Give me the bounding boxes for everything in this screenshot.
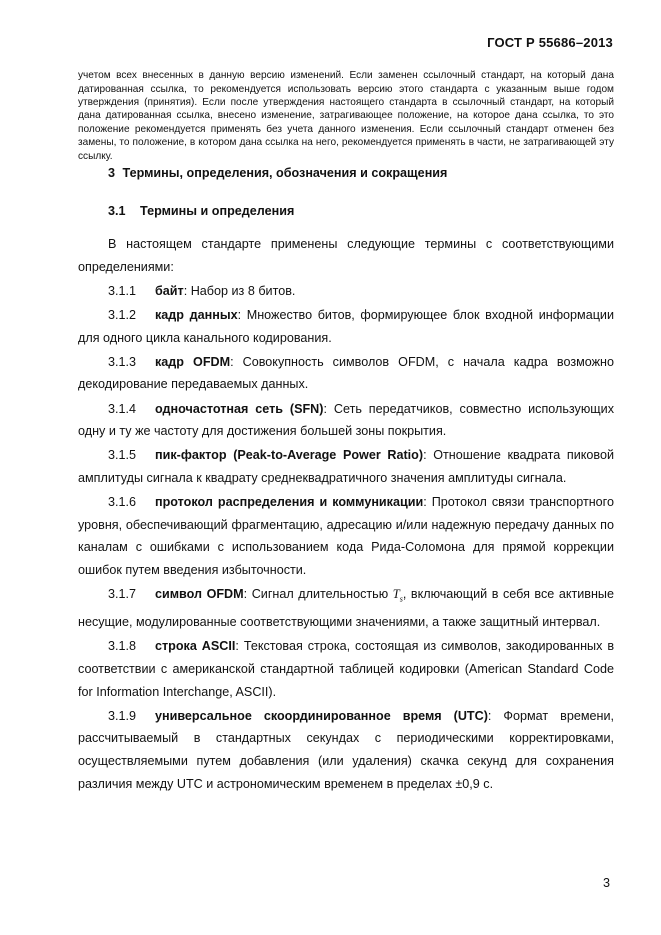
section-heading	[108, 166, 447, 180]
section-title: Термины, определения, обозначения и сокращения	[122, 166, 448, 180]
term-name: символ OFDM	[155, 587, 244, 602]
term-separator: :	[243, 587, 252, 602]
term-number: 3.1.8	[108, 639, 137, 654]
lead-paragraph: В настоящем стандарте применены следующие термины с соответствующими определениями:	[78, 237, 614, 274]
page-number: 3	[602, 876, 610, 890]
term-name: байт	[155, 283, 184, 298]
term-number: 3.1.6	[108, 495, 137, 510]
term-separator: :	[183, 283, 191, 298]
term-definition: Совокупность символов OFDM, с начала кадра возможно декодирование передаваемых данных.	[78, 354, 614, 392]
term-entry	[78, 351, 614, 396]
term-number: 3.1.2	[108, 307, 137, 322]
term-entry	[78, 444, 614, 489]
term-separator: :	[487, 708, 504, 723]
term-definition: Отношение квадрата пиковой амплитуды сигнала к квадрату среднеквадратичного значения амплитуды сигнала.	[78, 448, 614, 485]
term-definition: Текстовая строка, состоящая из символов, закодированных в соответствии с американской стандартной таблицей кодировки (American Standard Code for Information Interchange, ASCII).	[78, 639, 615, 699]
term-entry	[78, 491, 614, 581]
subsection-number: 3.1	[108, 204, 126, 218]
term-entry	[78, 304, 614, 349]
term-entry	[78, 705, 614, 795]
terms-body	[78, 233, 614, 795]
term-name: строка ASCII	[155, 639, 236, 654]
term-entry	[78, 280, 614, 303]
term-definition: Формат времени, рассчитываемый в стандартных секундах с периодическими корректировками, осуществляемыми путем добавления (или удаления) скачка секунд для сохранения различия между UTC и астрономическим временем в пределах ±0,9 с.	[78, 708, 614, 791]
term-number: 3.1.3	[108, 354, 137, 369]
symbol-letter: T	[392, 587, 400, 602]
term-name: одночастотная сеть (SFN)	[155, 401, 324, 416]
intro-paragraph: учетом всех внесенных в данную версию изменений. Если заменен ссылочный стандарт, на который дана датированная ссылка, то рекомендуется использовать версию этого стандарта с указанным выше годом утверждения (принятия). Если после утверждения настоящего стандарта в ссылочный стандарт, на который дана датированная ссылка, внесено изменение, затрагивающее положение, на которое дана ссылка, то это положение рекомендуется применять без учета данного изменения. Если ссылочный стандарт отменен без замены, то положение, в котором дана ссылка на него, рекомендуется применять в части, не затрагивающей эту ссылку.	[78, 70, 614, 162]
duration-symbol	[392, 587, 403, 604]
term-separator: :	[235, 639, 244, 654]
term-separator: :	[237, 307, 247, 322]
term-separator: :	[423, 495, 432, 510]
term-definition: Сеть передатчиков, совместно использующих одну и ту же частоту для достижения большей зоны покрытия.	[78, 401, 614, 439]
term-separator: :	[423, 448, 434, 463]
document-code-header: ГОСТ Р 55686–2013	[487, 35, 613, 50]
term-entry	[78, 398, 614, 443]
symbol-subscript: s	[399, 594, 403, 604]
section-number: 3	[108, 166, 116, 180]
term-name: кадр данных	[155, 307, 238, 322]
term-number: 3.1.5	[108, 448, 137, 463]
term-separator: :	[230, 354, 243, 369]
subsection-title: Термины и определения	[140, 204, 295, 218]
term-definition-end: , включающий в себя все активные несущие, модулированные соответствующими значениями, а также защитный интервал.	[78, 587, 614, 630]
term-definition: Протокол связи транспортного уровня, обеспечивающий фрагментацию, адресацию и/или надежную передачу данных по каналам с ошибками с использованием кода Рида-Соломона для прямой коррекции ошибок путем введения избыточности.	[78, 495, 614, 577]
term-number: 3.1.9	[108, 708, 137, 723]
term-entry	[78, 635, 614, 703]
term-number: 3.1.7	[108, 587, 137, 602]
term-separator: :	[323, 401, 334, 416]
term-number: 3.1.1	[108, 283, 137, 298]
term-name: универсальное скоординированное время (UTC)	[155, 708, 488, 723]
term-number: 3.1.4	[108, 401, 137, 416]
term-definition: Множество битов, формирующее блок входной информации для одного цикла канального кодирования.	[78, 307, 615, 345]
term-name: кадр OFDM	[155, 354, 231, 369]
term-entry	[78, 583, 614, 634]
term-definition: Набор из 8 битов.	[190, 283, 296, 298]
term-name: протокол распределения и коммуникации	[155, 495, 424, 510]
subsection-heading	[108, 204, 294, 218]
term-definition-start: Сигнал длительностью	[251, 587, 389, 602]
term-name: пик-фактор (Peak-to-Average Power Ratio)	[155, 448, 424, 463]
